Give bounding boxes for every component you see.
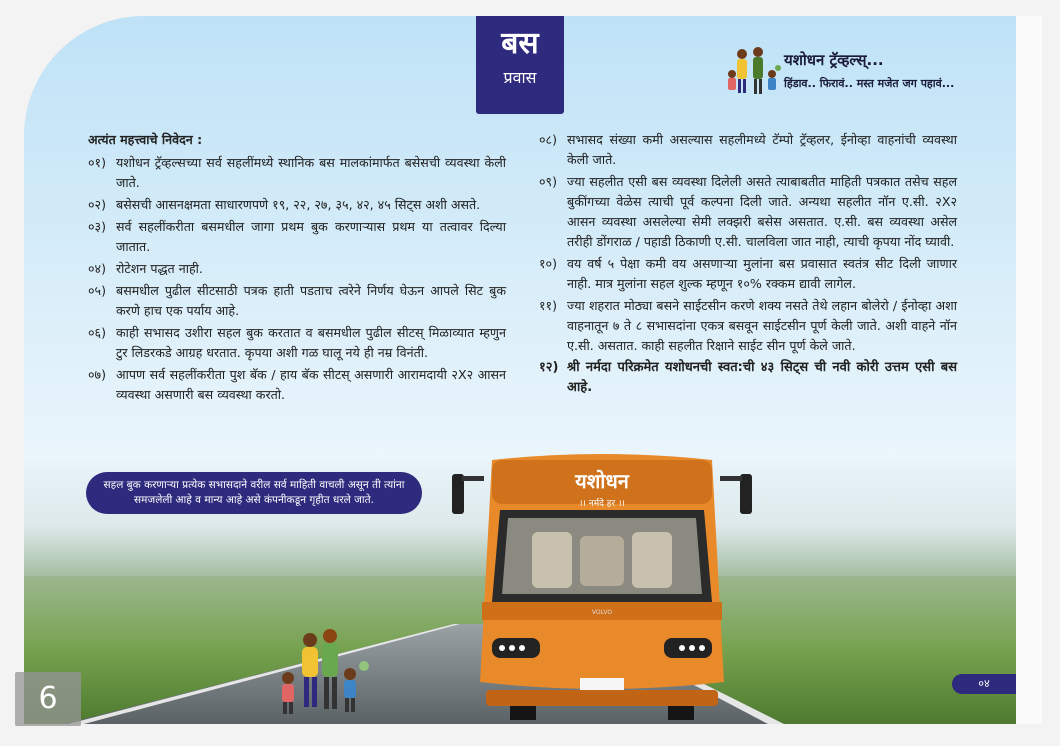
page-number: ०४ (952, 674, 1016, 694)
item-text: सर्व सहलींकरीता बसमधील जागा प्रथम बुक करणाऱ्यास प्रथम या तत्वावर दिल्या जातात. (116, 219, 506, 254)
bus-maker: VOLVO (591, 609, 613, 616)
list-item-highlight (539, 358, 957, 398)
notice-right-column (539, 130, 957, 400)
acceptance-note: सहल बुक करणाऱ्या प्रत्येक सभासदाने वरील सर्व माहिती वाचली असून ती त्यांना समजलेली आहे व मान्य आहे असे कंपनीकडून गृहीत धरले जाते. (86, 472, 422, 514)
item-text: रोटेशन पद्धत नाही. (116, 261, 203, 276)
bus-travel-badge (476, 16, 564, 114)
list-item (539, 130, 957, 170)
item-number: ०९) (539, 174, 558, 189)
list-item (88, 259, 506, 279)
item-number: ०७) (88, 367, 107, 382)
list-item (539, 254, 957, 294)
item-text: आपण सर्व सहलींकरीता पुश बॅक / हाय बॅक सीटस् असणारी आरामदायी २X२ आसन व्यवस्था असणारी बस व्यवस्था करतो. (116, 367, 506, 402)
item-number: ०३) (88, 219, 107, 234)
item-text: वय वर्ष ५ पेक्षा कमी वय असणाऱ्या मुलांना बस प्रवासात स्वतंत्र सीट दिली जाणार नाही. मात्र मुलांना सहल शुल्क म्हणून १०% रक्कम द्यावी लागेल. (567, 256, 957, 291)
item-number: ०१) (88, 155, 107, 170)
item-text: काही सभासद उशीरा सहल बुक करतात व बसमधील पुढील सीटस् मिळाव्यात म्हणुन टुर लिडरकडे आग्रह धरतात. कृपया अशी गळ घालू नये ही नम्र विनंती. (116, 325, 506, 360)
item-text: बसमधील पुढील सीटसाठी पत्रक हाती पडताच त्वरेने निर्णय घेऊन आपले सिट बुक करणे हाच एक पर्याय आहे. (116, 283, 506, 318)
item-number: ०६) (88, 325, 107, 340)
item-text: सभासद संख्या कमी असल्यास सहलीमध्ये टॅम्पो ट्रॅव्हलर, ईनोव्हा वाहनांची व्यवस्था केली जाते. (567, 132, 957, 167)
list-item (88, 281, 506, 321)
item-text: यशोधन ट्रॅव्हल्सच्या सर्व सहलींमध्ये स्थानिक बस मालकांमार्फत बसेसची व्यवस्था केली जाते. (116, 155, 506, 190)
family-icon (724, 44, 782, 100)
list-item (88, 195, 506, 215)
bus-tagline: ।। नर्मदे हर ।। (579, 499, 625, 509)
page-thumbnail-number[interactable]: 6 (15, 672, 81, 726)
list-item (539, 296, 957, 356)
bus-illustration (452, 452, 752, 724)
item-number: १०) (539, 256, 558, 271)
page-edge (1016, 16, 1042, 724)
brand-name: यशोधन ट्रॅव्हल्स्... (784, 51, 884, 69)
notice-left-column (88, 130, 506, 407)
item-number: ०५) (88, 283, 107, 298)
bus-name: यशोधन (575, 469, 629, 493)
item-number: ०८) (539, 132, 558, 147)
item-number: १२) (539, 360, 559, 375)
item-text: श्री नर्मदा परिक्रमेत यशोधनची स्वत:ची ४३ सिट्स ची नवी कोरी उत्तम एसी बस आहे. (567, 360, 957, 395)
list-item (88, 365, 506, 405)
brand-tagline: हिंडाव.. फिरावं.. मस्त मजेत जग पहावं... (784, 77, 955, 90)
list-item (88, 217, 506, 257)
item-text: बसेसची आसनक्षमता साधारणपणे १९, २२, २७, ३५, ४२, ४५ सिट्स अशी असते. (116, 197, 481, 212)
list-item (539, 172, 957, 252)
item-text: ज्या शहरात मोठ्या बसने साईटसीन करणे शक्य नसते तेथे लहान बोलेरो / ईनोव्हा अशा वाहनातून ७ ते ८ सभासदांना एकत्र बसवून साईटसीन पूर्ण केली जाते. अशी वाहने नॉन ए.सी. असतात. काही सहलीत रिक्षाने साईट सीन पूर्ण केले जाते. (567, 298, 957, 353)
brand-logo (720, 44, 1010, 104)
brochure-page (24, 16, 1016, 724)
list-item (88, 153, 506, 193)
badge-title: बस (501, 26, 539, 61)
family-icon (274, 626, 370, 720)
list-item (88, 323, 506, 363)
item-number: ११) (539, 298, 558, 313)
notice-heading: अत्यंत महत्त्वाचे निवेदन : (88, 132, 203, 147)
item-number: ०४) (88, 261, 107, 276)
item-number: ०२) (88, 197, 107, 212)
item-text: ज्या सहलीत एसी बस व्यवस्था दिलेली असते त्याबाबतीत माहिती पत्रकात तसेच सहल बुकींगच्या वेळेस त्याची पूर्व कल्पना दिली जाते. अन्यथा सहलीत नॉन ए.सी. २X२ आसन व्यवस्था असलेल्या सेमी लक्झरी बसेस असतात. ए.सी. बस व्यवस्था असेल तरीही डोंगराळ / पहाडी ठिकाणी ए.सी. चालविला जात नाही, त्याची कृपया नोंद घ्यावी. (567, 174, 957, 249)
badge-subtitle: प्रवास (503, 68, 537, 87)
